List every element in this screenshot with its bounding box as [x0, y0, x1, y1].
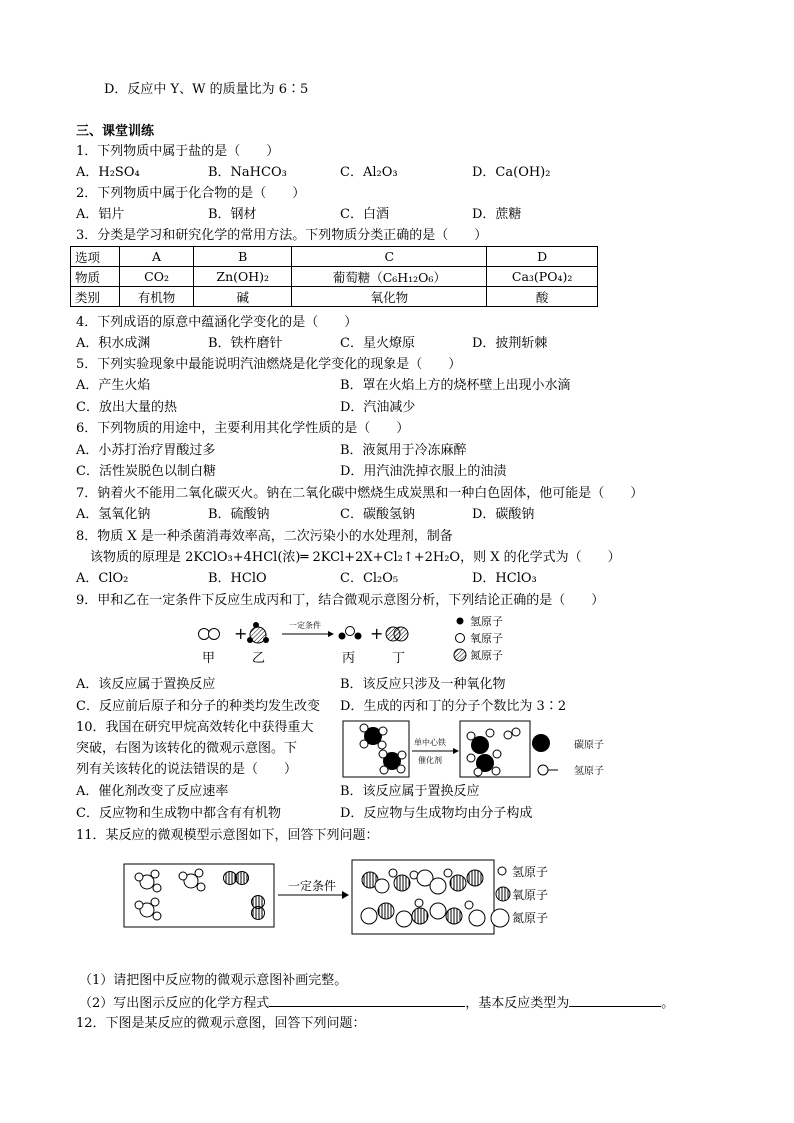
- molecule-ding: [386, 627, 408, 641]
- q9-option-a: A．该反应属于置换反应: [76, 677, 216, 692]
- q5-stem: 5．下列实验现象中最能说明汽油燃烧是化学变化的现象是（ ）: [76, 357, 462, 372]
- q8-option-a: A．ClO₂: [76, 571, 129, 586]
- q2-option-a: A．铝片: [76, 207, 125, 222]
- catalyst-label: 单中心铁: [414, 738, 446, 747]
- table-cell: 葡萄糖（C₆H₁₂O₆）: [292, 267, 487, 287]
- q10-option-d: D．反应物与生成物均由分子构成: [340, 806, 533, 821]
- plus-sign: +: [234, 624, 248, 643]
- q7-option-b: B．硫酸钠: [208, 507, 270, 522]
- q9-option-d: D．生成的丙和丁的分子个数比为 3∶2: [340, 699, 567, 714]
- table-cell: Zn(OH)₂: [194, 267, 292, 287]
- legend-hydrogen-dot: [457, 618, 464, 625]
- q6-stem: 6．下列物质的用途中，主要利用其化学性质的是（ ）: [76, 421, 410, 436]
- q5-option-c: C．放出大量的热: [76, 400, 177, 415]
- table-cell: 类别: [71, 287, 120, 307]
- table-cell: B: [194, 247, 292, 267]
- table-cell: 氧化物: [292, 287, 487, 307]
- q8-option-b: B．HClO: [208, 571, 267, 586]
- table-cell: 有机物: [120, 287, 194, 307]
- top-option-d: D．反应中 Y、W 的质量比为 6∶5: [104, 82, 309, 97]
- legend-nitrogen-dot: [454, 649, 466, 661]
- q11-reaction-diagram: [120, 856, 570, 938]
- table-cell: 碱: [194, 287, 292, 307]
- molecule-jia: [199, 629, 220, 640]
- molecule-yi: [247, 622, 269, 643]
- q9-option-c: C．反应前后原子和分子的种类均发生改变: [76, 699, 320, 714]
- q10-stem-line1: 10．我国在研究甲烷高效转化中获得重大: [76, 720, 314, 735]
- q8-option-d: D．HClO₃: [472, 571, 537, 586]
- q5-option-b: B．罩在火焰上方的烧杯壁上出现小水滴: [340, 378, 571, 393]
- classification-table: [70, 246, 598, 307]
- q10-reaction-diagram: [340, 718, 620, 782]
- q8-stem: 8．物质 X 是一种杀菌消毒效率高，二次污染小的水处理剂，制备: [76, 529, 453, 544]
- q10-option-c: C．反应物和生成物中都含有有机物: [76, 806, 281, 821]
- legend-label: 氢原子: [512, 865, 549, 879]
- table-cell: C: [292, 247, 487, 267]
- q2-option-d: D．蔗糖: [472, 207, 522, 222]
- legend-label: 氮原子: [470, 649, 503, 662]
- q1-option-c: C．Al₂O₃: [340, 165, 398, 180]
- condition-label: 一定条件: [288, 879, 337, 893]
- table-cell: 酸: [487, 287, 598, 307]
- legend-label: 氮原子: [512, 911, 549, 925]
- q11-sub2-text: ，基本反应类型为: [465, 996, 570, 1011]
- legend-oxygen-dot: [496, 887, 510, 901]
- q4-option-c: C．星火燎原: [340, 336, 415, 351]
- q3-stem: 3．分类是学习和研究化学的常用方法。下列物质分类正确的是（ ）: [76, 228, 488, 243]
- q6-option-d: D．用汽油洗掉衣服上的油渍: [340, 464, 507, 479]
- table-cell: 选项: [71, 247, 120, 267]
- condition-label: 一定条件: [289, 621, 321, 630]
- q7-stem: 7．钠着火不能用二氧化碳灭火。钠在二氧化碳中燃烧生成炭黑和一种白色固体，他可能是（ ）: [76, 486, 644, 501]
- q2-option-b: B．钢材: [208, 207, 257, 222]
- q5-option-a: A．产生火焰: [76, 378, 151, 393]
- q11-sub2-text: 。: [661, 996, 675, 1011]
- equation-answer-blank[interactable]: [269, 994, 465, 1007]
- label-jia: 甲: [202, 651, 216, 666]
- q11-sub1: （1）请把图中反应物的微观示意图补画完整。: [79, 973, 348, 988]
- label-yi: 乙: [252, 651, 266, 666]
- q11-stem: 11．某反应的微观模型示意图如下，回答下列问题：: [76, 828, 379, 843]
- table-row: [71, 247, 598, 267]
- plus-sign: +: [370, 624, 384, 643]
- catalyst-label: 催化剂: [418, 756, 442, 765]
- q4-stem: 4．下列成语的原意中蕴涵化学变化的是（ ）: [76, 315, 358, 330]
- q1-stem: 1．下列物质中属于盐的是（ ）: [76, 144, 280, 159]
- q10-stem-line3: 列有关该转化的说法错误的是（ ）: [76, 762, 298, 777]
- q10-option-b: B．该反应属于置换反应: [340, 784, 480, 799]
- q8-option-c: C．Cl₂O₅: [340, 571, 399, 586]
- table-cell: A: [120, 247, 194, 267]
- label-bing: 丙: [342, 651, 356, 666]
- legend-label: 氧原子: [470, 632, 503, 645]
- q5-option-d: D．汽油减少: [340, 400, 416, 415]
- q10-option-a: A．催化剂改变了反应速率: [76, 784, 229, 799]
- q12-stem: 12．下图是某反应的微观示意图，回答下列问题：: [76, 1016, 366, 1031]
- legend-nitrogen-dot: [491, 909, 509, 927]
- q4-option-b: B．铁杵磨针: [208, 336, 283, 351]
- q2-stem: 2．下列物质中属于化合物的是（ ）: [76, 186, 306, 201]
- table-cell: CO₂: [120, 267, 194, 287]
- label-ding: 丁: [392, 651, 406, 666]
- section-title: 三、课堂训练: [76, 124, 155, 139]
- q11-sub2: [79, 994, 674, 1012]
- q4-option-a: A．积水成渊: [76, 336, 151, 351]
- legend-hydrogen-dot: [538, 765, 548, 775]
- table-cell: Ca₃(PO₄)₂: [487, 267, 598, 287]
- reaction-type-answer-blank[interactable]: [569, 994, 661, 1007]
- legend-oxygen-dot: [456, 634, 465, 643]
- q2-option-c: C．白酒: [340, 207, 389, 222]
- q8-stem-line2: 该物质的原理是 2KClO₃+4HCl(浓)═ 2KCl+2X+Cl₂↑+2H₂O，则 X 的化学式为（ ）: [90, 550, 621, 565]
- legend-label: 氧原子: [512, 888, 549, 902]
- table-row: [71, 287, 598, 307]
- q1-option-b: B．NaHCO₃: [208, 165, 287, 180]
- q4-option-d: D．披荆斩棘: [472, 336, 548, 351]
- q6-option-c: C．活性炭脱色以制白糖: [76, 464, 216, 479]
- q7-option-c: C．碳酸氢钠: [340, 507, 415, 522]
- table-cell: D: [487, 247, 598, 267]
- q9-reaction-diagram: [190, 612, 520, 668]
- q9-stem: 9．甲和乙在一定条件下反应生成丙和丁，结合微观示意图分析，下列结论正确的是（ ）: [76, 593, 605, 608]
- q6-option-a: A．小苏打治疗胃酸过多: [76, 443, 216, 458]
- legend-carbon-dot: [532, 734, 550, 752]
- table-cell: 物质: [71, 267, 120, 287]
- legend-label: 氢原子: [470, 615, 503, 628]
- legend-label: 氢原子: [574, 766, 604, 777]
- q1-option-a: A．H₂SO₄: [76, 165, 140, 180]
- molecule-bing: [339, 627, 362, 640]
- legend-hydrogen-dot: [498, 867, 506, 875]
- q7-option-d: D．碳酸钠: [472, 507, 535, 522]
- q6-option-b: B．液氮用于冷冻麻醉: [340, 443, 467, 458]
- q11-sub2-text: （2）写出图示反应的化学方程式: [79, 996, 270, 1011]
- q9-option-b: B．该反应只涉及一种氧化物: [340, 677, 506, 692]
- q1-option-d: D．Ca(OH)₂: [472, 165, 551, 180]
- table-row: [71, 267, 598, 287]
- legend-label: 碳原子: [574, 740, 604, 751]
- q10-stem-line2: 突破，右图为该转化的微观示意图。下: [76, 741, 298, 756]
- q7-option-a: A．氢氧化钠: [76, 507, 151, 522]
